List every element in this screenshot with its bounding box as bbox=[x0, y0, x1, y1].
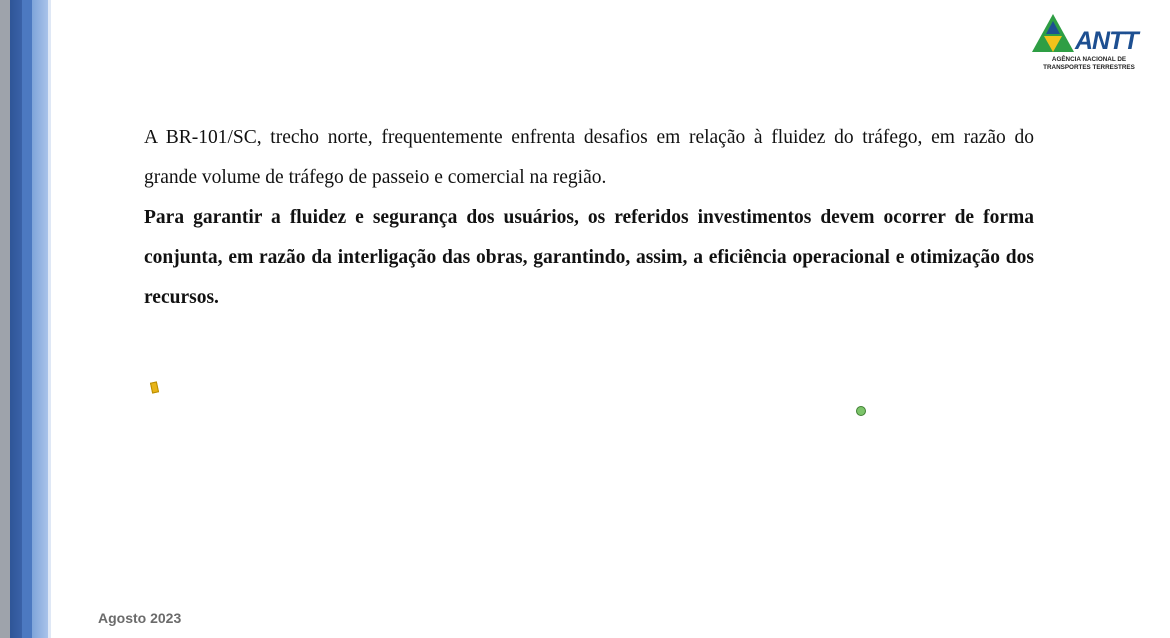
left-stripe-dark-blue bbox=[10, 0, 22, 638]
paragraph-intro: A BR-101/SC, trecho norte, frequentemente enfrenta desafios em relação à fluidez do tráfego, em razão do grande volume de tráfego de passeio e comercial na região. bbox=[144, 127, 1034, 188]
left-stripe-edge bbox=[48, 0, 51, 638]
yellow-marker bbox=[150, 381, 159, 393]
logo-subtitle-line1: AGÊNCIA NACIONAL DE bbox=[1051, 56, 1127, 63]
footer-date: Agosto 2023 bbox=[98, 610, 182, 626]
antt-logo bbox=[1030, 12, 1150, 74]
antt-triangle-icon bbox=[1030, 12, 1076, 56]
green-dot-marker bbox=[856, 406, 866, 416]
logo-subtitle-line2: TRANSPORTES TERRESTRES bbox=[1043, 64, 1135, 71]
left-stripe-grey bbox=[0, 0, 10, 638]
left-stripe-light-blue bbox=[32, 0, 48, 638]
logo-wordmark: ANTT bbox=[1075, 27, 1138, 55]
paragraph-emphasis: Para garantir a fluidez e segurança dos usuários, os referidos investimentos devem ocorrer de forma conjunta, em razão da interligação das obras, garantindo, assim, a eficiência operacional e otimização dos recursos. bbox=[144, 207, 1034, 308]
body-content bbox=[144, 118, 1034, 318]
left-stripe-mid-blue bbox=[22, 0, 32, 638]
